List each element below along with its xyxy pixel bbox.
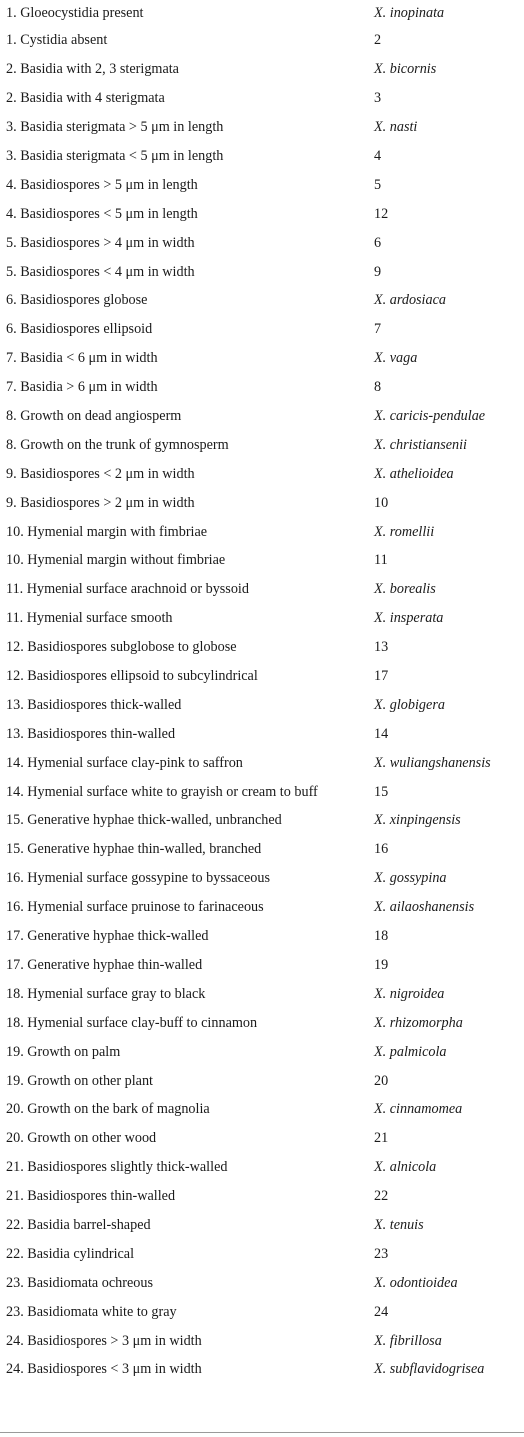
- taxon-name: X. gossypina: [374, 870, 447, 887]
- key-row: [0, 1239, 524, 1268]
- couplet-text: 19. Growth on other plant: [6, 1072, 153, 1089]
- next-couplet-number: 21: [374, 1130, 389, 1147]
- key-row: [0, 1355, 524, 1384]
- key-row: [0, 1297, 524, 1326]
- couplet-text: 2. Basidia with 4 sterigmata: [6, 90, 165, 107]
- couplet-text: 23. Basidiomata ochreous: [6, 1274, 153, 1291]
- taxon-name: X. odontioidea: [374, 1274, 458, 1291]
- taxon-name: X. inopinata: [374, 5, 445, 21]
- couplet-text: 6. Basidiospores globose: [6, 292, 148, 309]
- couplet-text: 3. Basidia sterigmata > 5 μm in length: [6, 119, 224, 136]
- key-row: [0, 0, 524, 26]
- couplet-text: 14. Hymenial surface white to grayish or cream to buff: [6, 783, 318, 800]
- next-couplet-number: 3: [374, 90, 382, 107]
- couplet-text: 15. Generative hyphae thick-walled, unbranched: [6, 812, 282, 829]
- next-couplet-number: 7: [374, 321, 382, 338]
- next-couplet-number: 23: [374, 1245, 389, 1262]
- couplet-text: 20. Growth on the bark of magnolia: [6, 1101, 210, 1118]
- key-row: [0, 228, 524, 257]
- taxon-name: X. rhizomorpha: [374, 1014, 463, 1031]
- couplet-text: 23. Basidiomata white to gray: [6, 1303, 177, 1320]
- key-row: [0, 344, 524, 373]
- next-couplet-number: 11: [374, 552, 388, 569]
- key-row: [0, 1268, 524, 1297]
- next-couplet-number: 8: [374, 379, 382, 396]
- next-couplet-number: 16: [374, 841, 389, 858]
- couplet-text: 9. Basidiospores < 2 μm in width: [6, 465, 195, 482]
- next-couplet-number: 17: [374, 668, 389, 685]
- taxon-name: X. tenuis: [374, 1216, 424, 1233]
- key-row: [0, 806, 524, 835]
- key-row: [0, 517, 524, 546]
- key-row: [0, 170, 524, 199]
- key-row: [0, 1066, 524, 1095]
- key-row: [0, 199, 524, 228]
- next-couplet-number: 22: [374, 1188, 389, 1205]
- key-row: [0, 430, 524, 459]
- key-row: [0, 864, 524, 893]
- key-row: [0, 922, 524, 951]
- next-couplet-number: 24: [374, 1303, 389, 1320]
- couplet-text: 8. Growth on the trunk of gymnosperm: [6, 436, 229, 453]
- key-row: [0, 662, 524, 691]
- key-row: [0, 604, 524, 633]
- couplet-text: 22. Basidia cylindrical: [6, 1245, 135, 1262]
- key-row: [0, 488, 524, 517]
- key-row: [0, 113, 524, 142]
- next-couplet-number: 12: [374, 205, 389, 222]
- couplet-text: 24. Basidiospores > 3 μm in width: [6, 1332, 202, 1349]
- couplet-text: 20. Growth on other wood: [6, 1130, 157, 1147]
- taxon-name: X. vaga: [374, 350, 418, 367]
- key-row: [0, 1211, 524, 1240]
- key-row: [0, 575, 524, 604]
- couplet-text: 18. Hymenial surface gray to black: [6, 985, 206, 1002]
- key-row: [0, 546, 524, 575]
- key-row: [0, 777, 524, 806]
- next-couplet-number: 14: [374, 725, 389, 742]
- key-row: [0, 633, 524, 662]
- key-row: [0, 1124, 524, 1153]
- taxon-name: X. cinnamomea: [374, 1101, 463, 1118]
- next-couplet-number: 6: [374, 234, 382, 251]
- taxon-name: X. christiansenii: [374, 436, 468, 453]
- key-row: [0, 26, 524, 55]
- taxon-name: X. bicornis: [374, 61, 437, 78]
- key-row: [0, 748, 524, 777]
- taxon-name: X. athelioidea: [374, 465, 454, 482]
- key-row: [0, 1008, 524, 1037]
- key-row: [0, 459, 524, 488]
- taxon-name: X. ailaoshanensis: [374, 899, 475, 916]
- key-row: [0, 719, 524, 748]
- couplet-text: 10. Hymenial margin without fimbriae: [6, 552, 226, 569]
- taxon-name: X. globigera: [374, 696, 445, 713]
- taxon-name: X. wuliangshanensis: [374, 754, 491, 771]
- couplet-text: 7. Basidia > 6 μm in width: [6, 379, 158, 396]
- couplet-text: 2. Basidia with 2, 3 sterigmata: [6, 61, 179, 78]
- taxon-name: X. caricis-pendulae: [374, 408, 486, 425]
- couplet-text: 11. Hymenial surface smooth: [6, 610, 173, 627]
- couplet-text: 4. Basidiospores > 5 μm in length: [6, 176, 198, 193]
- couplet-text: 3. Basidia sterigmata < 5 μm in length: [6, 148, 224, 164]
- couplet-text: 13. Basidiospores thin-walled: [6, 725, 176, 742]
- key-row: [0, 893, 524, 922]
- next-couplet-number: 20: [374, 1072, 389, 1089]
- couplet-text: 12. Basidiospores ellipsoid to subcylindrical: [6, 668, 258, 685]
- next-couplet-number: 2: [374, 32, 382, 49]
- next-couplet-number: 5: [374, 176, 382, 193]
- taxon-name: X. fibrillosa: [374, 1332, 442, 1349]
- key-row: [0, 690, 524, 719]
- taxon-name: X. insperata: [374, 610, 444, 627]
- table-bottom-rule: [0, 1432, 524, 1433]
- couplet-text: 8. Growth on dead angiosperm: [6, 408, 182, 425]
- couplet-text: 14. Hymenial surface clay-pink to saffron: [6, 754, 243, 771]
- next-couplet-number: 13: [374, 639, 389, 656]
- taxon-name: X. nigroidea: [374, 985, 445, 1002]
- couplet-text: 4. Basidiospores < 5 μm in length: [6, 205, 198, 222]
- key-row: [0, 1326, 524, 1355]
- key-row: [0, 1095, 524, 1124]
- couplet-text: 10. Hymenial margin with fimbriae: [6, 523, 208, 540]
- couplet-text: 15. Generative hyphae thin-walled, branched: [6, 841, 262, 858]
- taxon-name: X. palmicola: [374, 1043, 447, 1060]
- taxon-name: X. subflavidogrisea: [374, 1361, 485, 1378]
- couplet-text: 18. Hymenial surface clay-buff to cinnamon: [6, 1014, 258, 1031]
- couplet-text: 12. Basidiospores subglobose to globose: [6, 639, 237, 656]
- couplet-text: 16. Hymenial surface pruinose to farinaceous: [6, 899, 264, 916]
- next-couplet-number: 15: [374, 783, 389, 800]
- next-couplet-number: 19: [374, 956, 389, 973]
- key-row: [0, 402, 524, 431]
- couplet-text: 11. Hymenial surface arachnoid or byssoid: [6, 581, 249, 598]
- key-row: [0, 1153, 524, 1182]
- couplet-text: 16. Hymenial surface gossypine to byssaceous: [6, 870, 270, 887]
- couplet-text: 22. Basidia barrel-shaped: [6, 1216, 151, 1233]
- next-couplet-number: 18: [374, 928, 389, 945]
- key-row: [0, 257, 524, 286]
- taxon-name: X. alnicola: [374, 1159, 437, 1176]
- couplet-text: 1. Cystidia absent: [6, 32, 108, 49]
- couplet-text: 17. Generative hyphae thin-walled: [6, 956, 203, 973]
- couplet-text: 9. Basidiospores > 2 μm in width: [6, 494, 195, 511]
- next-couplet-number: 10: [374, 494, 389, 511]
- key-row: [0, 1037, 524, 1066]
- taxon-name: X. xinpingensis: [374, 812, 461, 829]
- couplet-text: 1. Gloeocystidia present: [6, 5, 144, 21]
- couplet-text: 19. Growth on palm: [6, 1043, 121, 1060]
- next-couplet-number: 4: [374, 148, 382, 164]
- couplet-text: 17. Generative hyphae thick-walled: [6, 928, 209, 945]
- taxon-name: X. nasti: [374, 119, 418, 136]
- couplet-text: 13. Basidiospores thick-walled: [6, 696, 182, 713]
- taxon-name: X. ardosiaca: [374, 292, 446, 309]
- key-row: [0, 373, 524, 402]
- couplet-text: 24. Basidiospores < 3 μm in width: [6, 1361, 202, 1378]
- couplet-text: 7. Basidia < 6 μm in width: [6, 350, 158, 367]
- taxon-name: X. borealis: [374, 581, 436, 598]
- key-row: [0, 84, 524, 113]
- key-row: [0, 951, 524, 980]
- next-couplet-number: 9: [374, 263, 382, 280]
- key-row: [0, 979, 524, 1008]
- couplet-text: 21. Basidiospores thin-walled: [6, 1188, 176, 1205]
- key-row: [0, 142, 524, 171]
- taxon-name: X. romellii: [374, 523, 435, 540]
- key-row: [0, 1182, 524, 1211]
- couplet-text: 5. Basidiospores < 4 μm in width: [6, 263, 195, 280]
- couplet-text: 21. Basidiospores slightly thick-walled: [6, 1159, 228, 1176]
- couplet-text: 6. Basidiospores ellipsoid: [6, 321, 153, 338]
- couplet-text: 5. Basidiospores > 4 μm in width: [6, 234, 195, 251]
- key-row: [0, 315, 524, 344]
- key-row: [0, 835, 524, 864]
- key-row: [0, 286, 524, 315]
- key-row: [0, 55, 524, 84]
